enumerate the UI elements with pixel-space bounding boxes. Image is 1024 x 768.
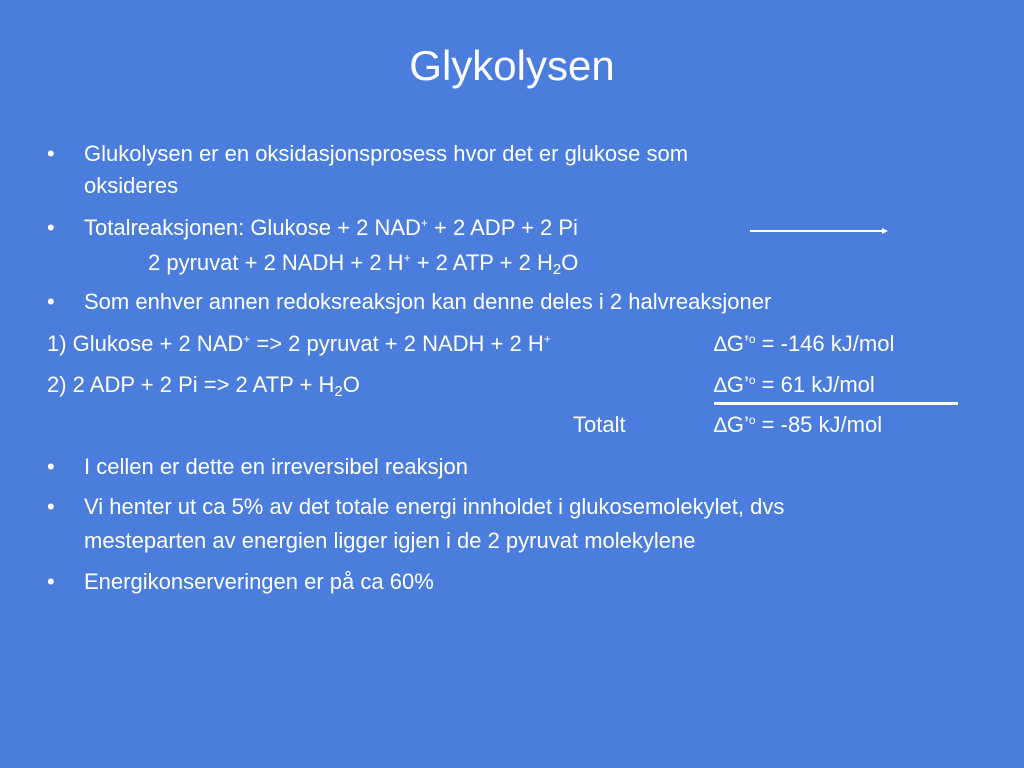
bullet-2-line-1: [84, 212, 578, 244]
total-reaction-right-rest: + 2 ATP + 2 H: [410, 250, 553, 275]
half-reaction-1-energy: [714, 328, 894, 361]
total-reaction-left-rest: + 2 ADP + 2 Pi: [427, 215, 578, 240]
delta-icon: ∆: [714, 414, 727, 437]
reaction-arrow-icon: [750, 227, 888, 235]
water-o: O: [561, 250, 579, 275]
bullet-2-line-2: [148, 247, 578, 279]
half-reaction-1-value: = -146 kJ/mol: [755, 331, 895, 356]
half-reaction-2-text: 2) 2 ADP + 2 Pi => 2 ATP + H: [47, 372, 335, 397]
bullet-marker: •: [47, 289, 55, 314]
half-reaction-1: [47, 328, 551, 360]
standard-state-o: o: [748, 332, 756, 346]
half-reaction-2-value: = 61 kJ/mol: [755, 372, 875, 397]
total-label: Totalt: [573, 412, 626, 437]
total-energy: [714, 409, 882, 442]
delta-icon: ∆: [714, 333, 727, 356]
gibbs-g: G’: [726, 372, 749, 397]
sum-underline: [714, 402, 958, 405]
total-reaction-right: 2 pyruvat + 2 NADH + 2 H: [148, 250, 404, 275]
subscript-2: 2: [334, 383, 343, 400]
delta-icon: ∆: [714, 374, 727, 397]
gibbs-g: G’: [726, 331, 749, 356]
superscript-plus: +: [403, 251, 411, 265]
half-reaction-2-energy: [714, 369, 875, 402]
bullet-5-line-2: mesteparten av energien ligger igjen i de 2 pyruvat molekylene: [84, 528, 696, 553]
half-reaction-1-right: => 2 pyruvat + 2 NADH + 2 H: [250, 331, 544, 356]
bullet-1-line-2: oksideres: [84, 173, 179, 198]
total-reaction-left: Totalreaksjonen: Glukose + 2 NAD: [84, 215, 421, 240]
bullet-marker: •: [47, 569, 55, 594]
bullet-1-line-1: Glukolysen er en oksidasjonsprosess hvor det er glukose som: [84, 141, 689, 166]
standard-state-o: o: [748, 413, 756, 427]
bullet-marker: •: [47, 215, 55, 240]
bullet-3: Som enhver annen redoksreaksjon kan denne deles i 2 halvreaksjoner: [84, 289, 772, 314]
slide-title: Glykolysen: [409, 42, 615, 89]
superscript-plus: +: [243, 332, 251, 346]
half-reaction-2: [47, 369, 360, 401]
water-o: O: [342, 372, 360, 397]
gibbs-g: G’: [726, 412, 749, 437]
superscript-plus: +: [543, 332, 551, 346]
bullet-4: I cellen er dette en irreversibel reaksjon: [84, 454, 468, 479]
subscript-2: 2: [552, 261, 562, 278]
bullet-6: Energikonserveringen er på ca 60%: [84, 569, 434, 594]
total-value: = -85 kJ/mol: [755, 412, 883, 437]
bullet-marker: •: [47, 494, 55, 519]
bullet-marker: •: [47, 454, 55, 479]
standard-state-o: o: [748, 373, 756, 387]
superscript-plus: +: [420, 216, 428, 230]
bullet-5-line-1: Vi henter ut ca 5% av det totale energi innholdet i glukosemolekylet, dvs: [84, 494, 785, 519]
half-reaction-1-left: 1) Glukose + 2 NAD: [47, 331, 244, 356]
bullet-marker: •: [47, 141, 55, 166]
